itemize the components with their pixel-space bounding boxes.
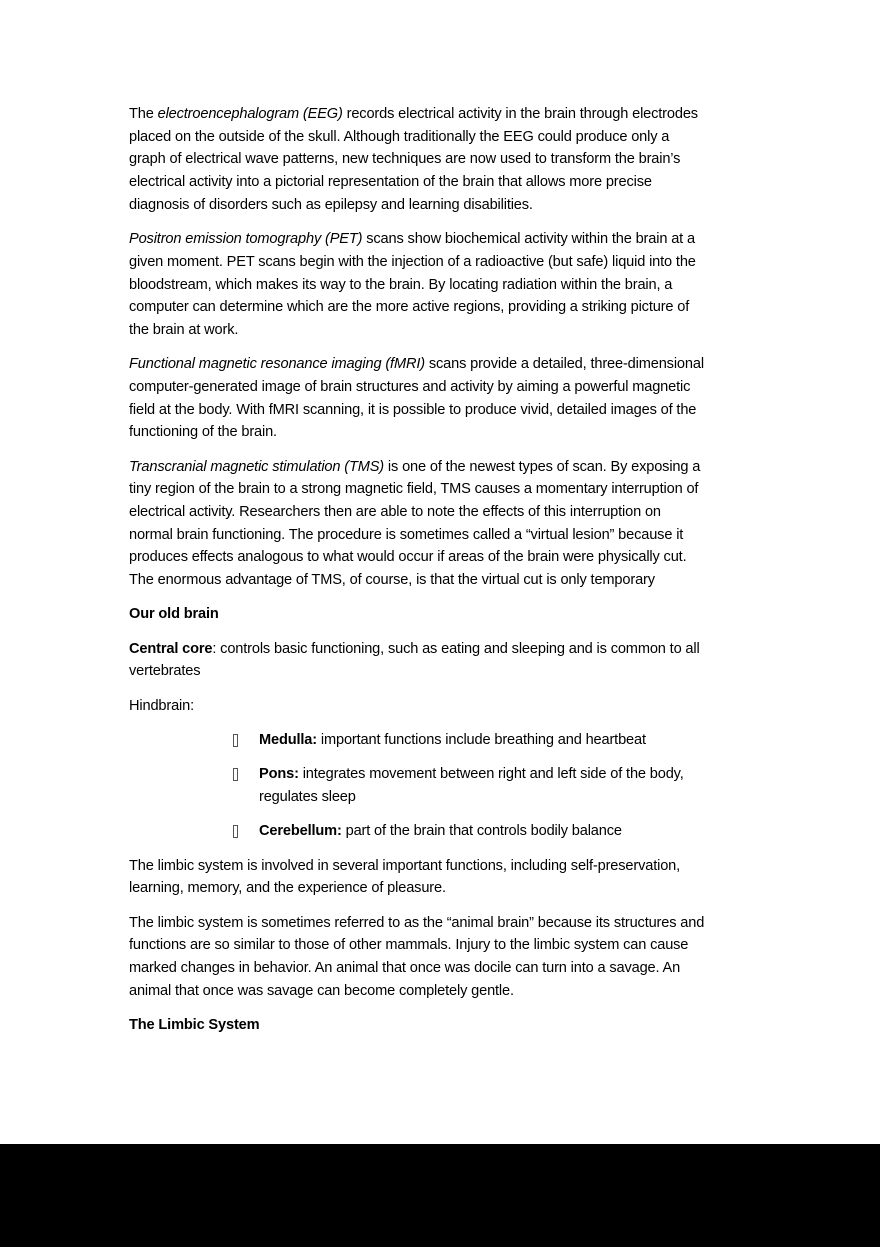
text-line: The limbic system is involved in several important functions, including self-preservation, (129, 857, 681, 874)
text-line: electrical activity. Researchers then are able to note the effects of this interruption on (129, 504, 661, 521)
text-line: field at the body. With fMRI scanning, it is possible to produce vivid, detailed images of the (129, 401, 697, 418)
text-line: tiny region of the brain to a strong magnetic field, TMS causes a momentary interruption of (129, 481, 699, 498)
text-line: placed on the outside of the skull. Although traditionally the EEG could produce only a (129, 128, 670, 145)
text-line: The enormous advantage of TMS, of course, is that the virtual cut is only temporary (129, 572, 655, 589)
text-line: learning, memory, and the experience of pleasure. (129, 880, 446, 897)
term-pons: Pons: (259, 766, 299, 783)
text: scans provide a detailed, three-dimensional (424, 356, 704, 373)
text-line: regulates sleep (259, 789, 356, 806)
missing-glyph-bullet-icon (233, 734, 238, 747)
term-central-core: Central core (129, 640, 213, 657)
term-cerebellum: Cerebellum: (259, 823, 342, 840)
text-line: marked changes in behavior. An animal that once was docile can turn into a savage. An (129, 960, 681, 977)
text-line: computer-generated image of brain structures and activity by aiming a powerful magnetic (129, 378, 691, 395)
text-line: functioning of the brain. (129, 424, 277, 441)
text-line: normal brain functioning. The procedure is sometimes called a “virtual lesion” because it (129, 526, 684, 543)
text-line: The limbic system is sometimes referred to as the “animal brain” because its structures and (129, 914, 705, 931)
text: records electrical activity in the brain through electrodes (342, 106, 698, 122)
term-medulla: Medulla: (259, 732, 317, 749)
list-item-cerebellum (129, 820, 779, 843)
text-line: given moment. PET scans begin with the injection of a radioactive (but safe) liquid into the (129, 253, 696, 270)
text-line: diagnosis of disorders such as epilepsy and learning disabilities. (129, 196, 533, 213)
text-line: graph of electrical wave patterns, new techniques are now used to transform the brain’s (129, 151, 681, 168)
text: part of the brain that controls bodily balance (341, 823, 622, 840)
text-line: the brain at work. (129, 321, 239, 338)
text: The (129, 106, 158, 122)
paragraph-limbic-animal-brain (129, 912, 779, 1003)
term-pet: Positron emission tomography (PET) (129, 231, 363, 248)
text-line: animal that once was savage can become completely gentle. (129, 982, 514, 999)
paragraph-central-core (129, 638, 779, 683)
hindbrain-list (129, 729, 779, 843)
paragraph-fmri (129, 353, 779, 444)
heading-old-brain: Our old brain (129, 606, 219, 623)
list-item-pons (129, 763, 779, 808)
term-tms: Transcranial magnetic stimulation (TMS) (129, 458, 385, 475)
black-band (0, 1144, 880, 1247)
text-line: produces effects analogous to what would occur if areas of the brain were physically cut. (129, 549, 687, 566)
text: is one of the newest types of scan. By exposing a (384, 458, 701, 475)
text: important functions include breathing and heartbeat (317, 732, 646, 749)
missing-glyph-bullet-icon (233, 768, 238, 781)
term-fmri: Functional magnetic resonance imaging (fMRI) (129, 356, 425, 373)
paragraph-tms (129, 456, 779, 592)
text: integrates movement between right and left side of the body, (298, 766, 684, 783)
text-line: electrical activity into a pictorial representation of the brain that allows more precise (129, 174, 652, 191)
document-body (129, 103, 779, 1048)
text: : controls basic functioning, such as eating and sleeping and is common to all (212, 640, 700, 657)
text-line: vertebrates (129, 663, 201, 680)
missing-glyph-bullet-icon (233, 825, 238, 838)
text-line: bloodstream, which makes its way to the brain. By locating radiation within the brain, a (129, 276, 673, 293)
text-line: computer can determine which are the more active regions, providing a striking picture of (129, 299, 690, 316)
label-hindbrain: Hindbrain: (129, 697, 195, 714)
list-item-medulla (129, 729, 779, 752)
term-eeg: electroencephalogram (EEG) (157, 106, 343, 122)
text-line: functions are so similar to those of other mammals. Injury to the limbic system can cause (129, 937, 689, 954)
text: scans show biochemical activity within the brain at a (362, 231, 695, 248)
paragraph-limbic-functions (129, 855, 779, 900)
paragraph-pet (129, 228, 779, 342)
heading-limbic-system: The Limbic System (129, 1017, 260, 1034)
paragraph-eeg (129, 103, 779, 217)
